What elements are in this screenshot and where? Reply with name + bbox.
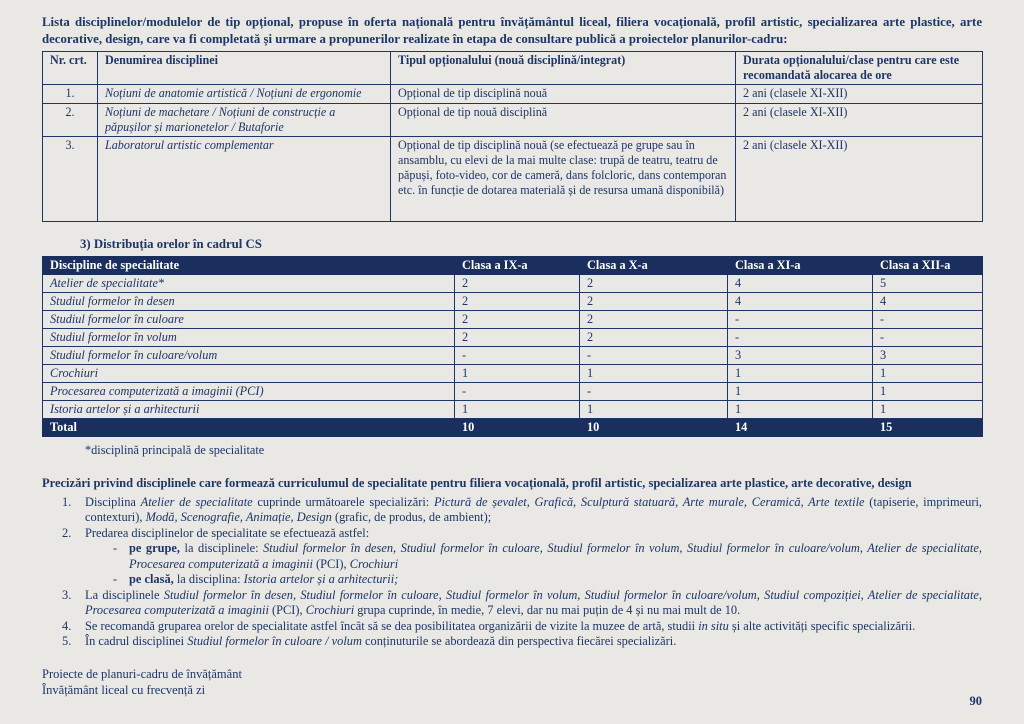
footer-line-2: Învățământ liceal cu frecvență zi [42,683,206,698]
sub-list-item [85,572,982,588]
hours-cell: - [873,310,983,328]
page-number: 90 [969,694,982,708]
hours-cell: - [728,310,873,328]
table-header-row [43,256,983,274]
discipline-name: Studiul formelor în culoare/volum [43,346,455,364]
list-item-number: 2. [62,525,72,540]
hours-cell: 3 [873,346,983,364]
hours-distribution-table [42,256,983,437]
list-item-intro: Predarea disciplinelor de specialitate se efectuează astfel: [85,525,370,540]
dash-bullet: - [113,541,118,556]
hours-cell: 1 [455,364,580,382]
hours-cell: 4 [873,292,983,310]
table-row [43,274,983,292]
optional-type: Opțional de tip disciplină nouă [391,85,736,103]
discipline-name: Noțiuni de machetare / Noțiuni de construcție a păpușilor și marionetelor / Butaforie [98,103,391,136]
hours-cell: 1 [873,364,983,382]
t2-header-class-10: Clasa a X-a [580,256,728,274]
hours-cell: 1 [455,400,580,418]
hours-cell: 2 [455,310,580,328]
notes-list [42,495,982,650]
list-item-text: În cadrul disciplinei Studiul formelor în culoare / volum conținuturile se abordează din perspectiva fiecărei specializări. [85,634,677,649]
optional-duration: 2 ani (clasele XI-XII) [736,103,983,136]
hours-cell: 1 [580,400,728,418]
table-row [43,85,983,103]
table-total-row [43,418,983,436]
list-item [42,619,982,635]
row-number: 3. [43,136,98,221]
intro-paragraph: Lista disciplinelor/modulelor de tip opțional, propuse în oferta națională pentru învățământul liceal, filiera vocațională, profil artistic, specializarea arte plastice, arte decorative, design, care va fi completată și urmare a propunerilor realizate în etapa de consultare publică a proiectelor planurilor-cadru: [42,15,982,46]
dash-bullet: - [113,572,118,587]
hours-cell: 1 [728,364,873,382]
discipline-name: Studiul formelor în volum [43,328,455,346]
discipline-name: Istoria artelor și a arhitecturii [43,400,455,418]
discipline-name: Atelier de specialitate* [43,274,455,292]
section-heading: 3) Distribuția orelor în cadrul CS [80,236,262,251]
total-cell: 10 [455,418,580,436]
hours-cell: 1 [580,364,728,382]
discipline-name: Crochiuri [43,364,455,382]
t2-header-discipline: Discipline de specialitate [43,256,455,274]
table-row [43,136,983,221]
hours-cell: 4 [728,292,873,310]
hours-cell: 2 [580,292,728,310]
notes-heading: Precizări privind disciplinele care formează curriculumul de specialitate pentru filiera vocațională, profil artistic, specializarea arte plastice, arte decorative, design [42,475,912,490]
discipline-name: Studiul formelor în culoare [43,310,455,328]
hours-cell: 1 [873,400,983,418]
list-item-text: Disciplina Atelier de specialitate cuprinde următoarele specializări: Pictură de șevalet, Grafică, Sculptură statuară, Arte murale, Ceramică, Arte textile (tapiserie, imprimeuri, contexturi), Modă, Scenografie, Animație, Design (grafic, de produs, de ambient); [85,494,983,525]
optional-duration: 2 ani (clasele XI-XII) [736,136,983,221]
list-item-number: 5. [62,634,72,649]
hours-cell: - [580,382,728,400]
list-item-number: 4. [62,618,72,633]
hours-cell: - [455,382,580,400]
sub-list-item-text: pe clasă, la disciplina: Istoria artelor și a arhitecturii; [129,572,399,587]
total-cell: 15 [873,418,983,436]
t1-header-type: Tipul opționalului (nouă disciplină/integrat) [391,52,736,85]
table-row [43,364,983,382]
hours-cell: 2 [455,274,580,292]
hours-cell: 1 [728,382,873,400]
list-item-number: 1. [62,494,72,509]
list-item [42,588,982,619]
hours-cell: 1 [873,382,983,400]
total-cell: 10 [580,418,728,436]
hours-cell: - [728,328,873,346]
hours-cell: 2 [455,292,580,310]
table-row [43,103,983,136]
t2-header-class-12: Clasa a XII-a [873,256,983,274]
table-row [43,310,983,328]
hours-cell: 5 [873,274,983,292]
page-footer [42,666,242,699]
optional-disciplines-table [42,51,983,222]
hours-cell: - [580,346,728,364]
t1-header-nr: Nr. crt. [43,52,98,85]
table-header-row [43,52,983,85]
t2-header-class-9: Clasa a IX-a [455,256,580,274]
optional-type: Opțional de tip disciplină nouă (se efectuează pe grupe sau în ansamblu, cu elevi de la mai multe clase: trupă de teatru, teatru de păpuși, foto-video, cor de cameră, dans folcloric, dans contemporan etc. în funcție de dotarea materială și de resursa umană disponibilă) [391,136,736,221]
hours-cell: 2 [455,328,580,346]
total-cell: 14 [728,418,873,436]
optional-duration: 2 ani (clasele XI-XII) [736,85,983,103]
table-row [43,328,983,346]
optional-type: Opțional de tip nouă disciplină [391,103,736,136]
table-row [43,346,983,364]
list-item-text: Se recomandă gruparea orelor de specialitate astfel încât să se dea posibilitatea organizării de vizite la muzee de artă, studii in situ și alte activități specific specializării. [85,618,916,633]
hours-cell: 2 [580,328,728,346]
discipline-name: Noțiuni de anatomie artistică / Noțiuni de ergonomie [98,85,391,103]
discipline-name: Procesarea computerizată a imaginii (PCI) [43,382,455,400]
sub-list-item-text: pe grupe, la disciplinele: Studiul formelor în desen, Studiul formelor în culoare, Studiul formelor în volum, Studiul formelor în culoare/volum, Atelier de specialitate, Procesarea computerizată a imaginii (PCI), Crochiuri [129,541,982,571]
list-item [42,526,982,588]
row-number: 2. [43,103,98,136]
discipline-name: Laboratorul artistic complementar [98,136,391,221]
hours-cell: 2 [580,310,728,328]
hours-cell: 3 [728,346,873,364]
total-label: Total [43,418,455,436]
hours-cell: 1 [728,400,873,418]
table-footnote: *disciplină principală de specialitate [85,442,265,457]
hours-cell: 2 [580,274,728,292]
hours-cell: - [455,346,580,364]
list-item-text: La disciplinele Studiul formelor în desen, Studiul formelor în culoare, Studiul formelor în volum, Studiul formelor în culoare/volum, Studiul compoziției, Atelier de specialitate, Procesarea computerizată a imaginii (PCI), Crochiuri grupa cuprinde, în medie, 7 elevi, dar nu mai puțin de 4 și nu mai mult de 10. [85,587,983,618]
table-row [43,292,983,310]
footer-line-1: Proiecte de planuri-cadru de învățământ [42,667,242,681]
t1-header-duration: Durata opționalului/clase pentru care este recomandată alocarea de ore [736,52,983,85]
t1-header-name: Denumirea disciplinei [98,52,391,85]
row-number: 1. [43,85,98,103]
t2-header-class-11: Clasa a XI-a [728,256,873,274]
list-item-text [85,526,982,588]
table-row [43,400,983,418]
list-item [42,495,982,526]
table-row [43,382,983,400]
hours-cell: - [873,328,983,346]
discipline-name: Studiul formelor în desen [43,292,455,310]
list-item-number: 3. [62,587,72,602]
sub-list-item [85,541,982,572]
list-item [42,634,982,650]
hours-cell: 4 [728,274,873,292]
